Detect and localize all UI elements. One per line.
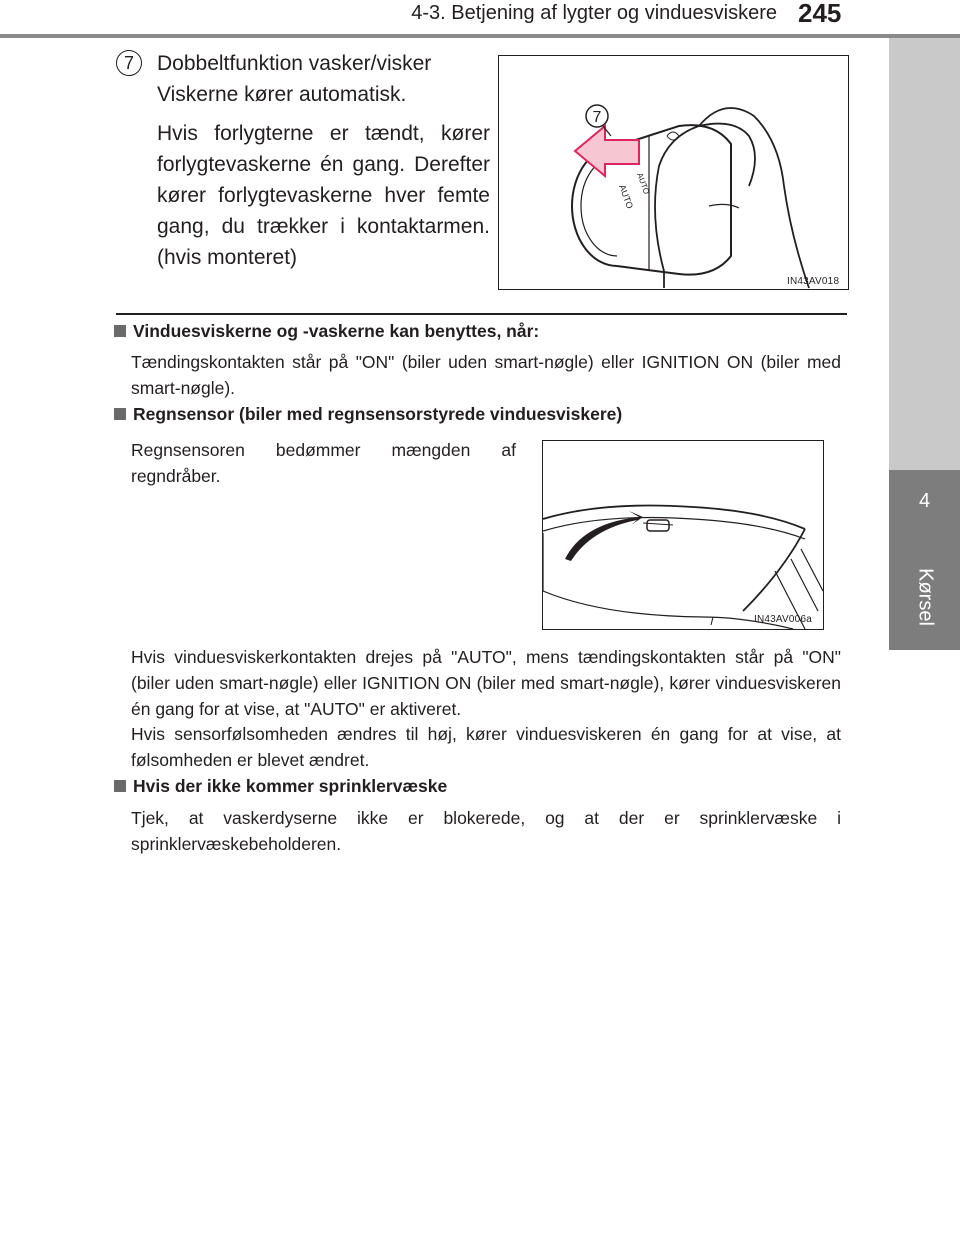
section-title: 4-3. Betjening af lygter og vinduesviskere <box>411 2 777 24</box>
wiper-lever-illustration <box>499 56 848 289</box>
step-number-badge: 7 <box>116 50 142 76</box>
section-heading-rain-sensor: Regnsensor (biler med regnsensorstyrede vinduesviskere) <box>114 404 622 425</box>
windshield-illustration <box>543 441 823 629</box>
rain-sensor-auto-text: Hvis vinduesviskerkontakten drejes på "AUTO", mens tændingskontakten står på "ON" (biler uden smart-nøgle) eller IGNITION ON (biler med smart-nøgle), kører vinduesviskeren én gang for at vise, at "AUTO" er aktiveret. <box>131 647 841 719</box>
figure1-label: IN43AV018 <box>787 276 840 287</box>
chapter-label-box <box>889 552 960 642</box>
section-heading-no-fluid: Hvis der ikke kommer sprinklervæske <box>114 776 447 797</box>
side-tab-background <box>889 38 960 470</box>
rain-sensor-sensitivity-text: Hvis sensorfølsomheden ændres til høj, kører vinduesviskeren én gang for at vise, at følsomheden er blevet ændret. <box>131 724 841 770</box>
rain-sensor-figure <box>542 440 824 630</box>
square-bullet-icon <box>114 325 126 337</box>
figure1-callout: 7 <box>592 109 602 126</box>
svg-text:AUTO: AUTO <box>635 171 652 196</box>
square-bullet-icon <box>114 408 126 420</box>
step-title-line1: Dobbeltfunktion vasker/visker <box>157 52 432 75</box>
section-heading-usage: Vinduesviskerne og -vaskerne kan benyttes, når: <box>114 321 539 342</box>
rain-sensor-intro: Regnsensoren bedømmer mængden af regndråber. <box>131 440 516 486</box>
section-usage-text: Tændingskontakten står på "ON" (biler uden smart-nøgle) eller IGNITION ON (biler med smart-nøgle). <box>131 352 841 398</box>
chapter-number: 4 <box>918 490 931 512</box>
figure2-label: IN43AV006a <box>754 614 812 625</box>
step-title-line2: Viskerne kører automatisk. <box>157 83 407 106</box>
chapter-label: Kørsel <box>914 568 936 626</box>
switch-auto-text: AUTO <box>617 183 636 211</box>
no-fluid-text: Tjek, at vaskerdyserne ikke er blokerede, og at der er sprinklervæske i sprinklervæskebeholderen. <box>131 808 841 854</box>
square-bullet-icon <box>114 780 126 792</box>
step-body: Hvis forlygterne er tændt, kører forlygtevaskerne én gang. Derefter kører forlygtevaskerne hver femte gang, du trækker i kontaktarmen. (hvis monteret) <box>157 122 490 269</box>
page-number: 245 <box>798 0 842 28</box>
step-description <box>157 48 490 273</box>
wiper-lever-figure <box>498 55 849 290</box>
header-rule <box>0 34 960 38</box>
section-divider <box>116 313 847 315</box>
